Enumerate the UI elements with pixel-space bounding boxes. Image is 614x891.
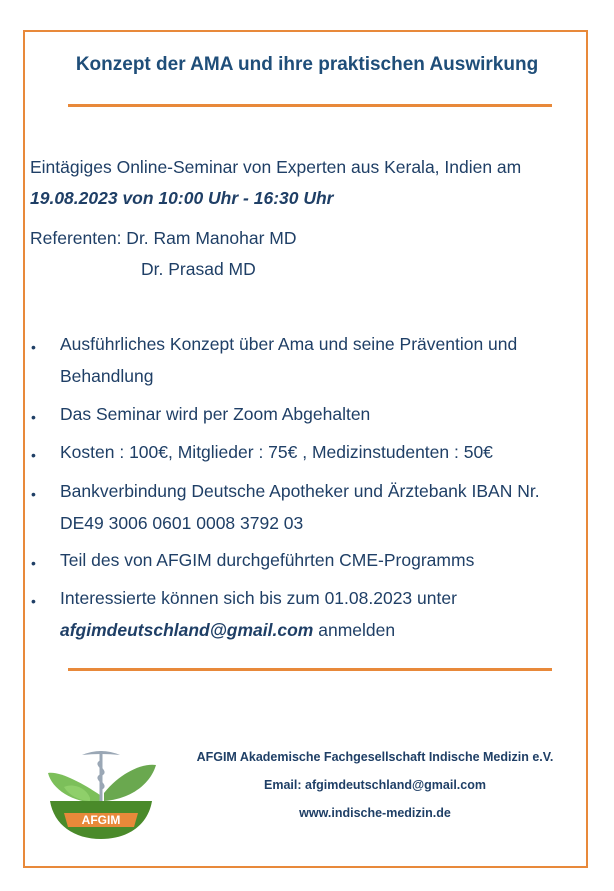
list-item: Teil des von AFGIM durchgeführten CME-Programms bbox=[60, 550, 475, 570]
intro-line: Eintägiges Online-Seminar von Experten aus Kerala, Indien am bbox=[30, 157, 522, 177]
list-item: Das Seminar wird per Zoom Abgehalten bbox=[60, 404, 371, 424]
list-item bbox=[60, 582, 585, 646]
speakers-label: Referenten: Dr. Ram Manohar MD bbox=[30, 228, 297, 248]
bullet-dot: • bbox=[31, 447, 36, 463]
speaker-second: Dr. Prasad MD bbox=[141, 259, 256, 279]
footer-website[interactable]: www.indische-medizin.de bbox=[299, 806, 451, 820]
bullet-dot: • bbox=[31, 486, 36, 502]
top-divider bbox=[68, 104, 552, 107]
list-item: Kosten : 100€, Mitglieder : 75€ , Medizinstudenten : 50€ bbox=[60, 442, 493, 462]
footer-email[interactable]: Email: afgimdeutschland@gmail.com bbox=[264, 778, 486, 792]
bullet-dot: • bbox=[31, 555, 36, 571]
logo-text: AFGIM bbox=[81, 813, 121, 827]
registration-email-link[interactable]: afgimdeutschland@gmail.com bbox=[60, 620, 314, 640]
bullet-dot: • bbox=[31, 409, 36, 425]
page-title: Konzept der AMA und ihre praktischen Auswirkung bbox=[75, 54, 539, 75]
seminar-date-time: 19.08.2023 von 10:00 Uhr - 16:30 Uhr bbox=[30, 188, 334, 208]
registration-suffix: anmelden bbox=[318, 620, 396, 640]
bullet-dot: • bbox=[31, 593, 36, 609]
list-item: Ausführliches Konzept über Ama und seine Prävention und Behandlung bbox=[60, 334, 518, 386]
registration-text: Interessierte können sich bis zum 01.08.2023 unter bbox=[60, 588, 457, 608]
leaf-right-shape bbox=[104, 765, 156, 801]
afgim-logo bbox=[42, 743, 160, 843]
bottom-divider bbox=[68, 668, 552, 671]
list-item: Bankverbindung Deutsche Apotheker und Ärztebank IBAN Nr. DE49 3006 0601 0008 3792 03 bbox=[60, 481, 540, 533]
bullet-dot: • bbox=[31, 339, 36, 355]
footer-org: AFGIM Akademische Fachgesellschaft Indische Medizin e.V. bbox=[196, 750, 554, 764]
